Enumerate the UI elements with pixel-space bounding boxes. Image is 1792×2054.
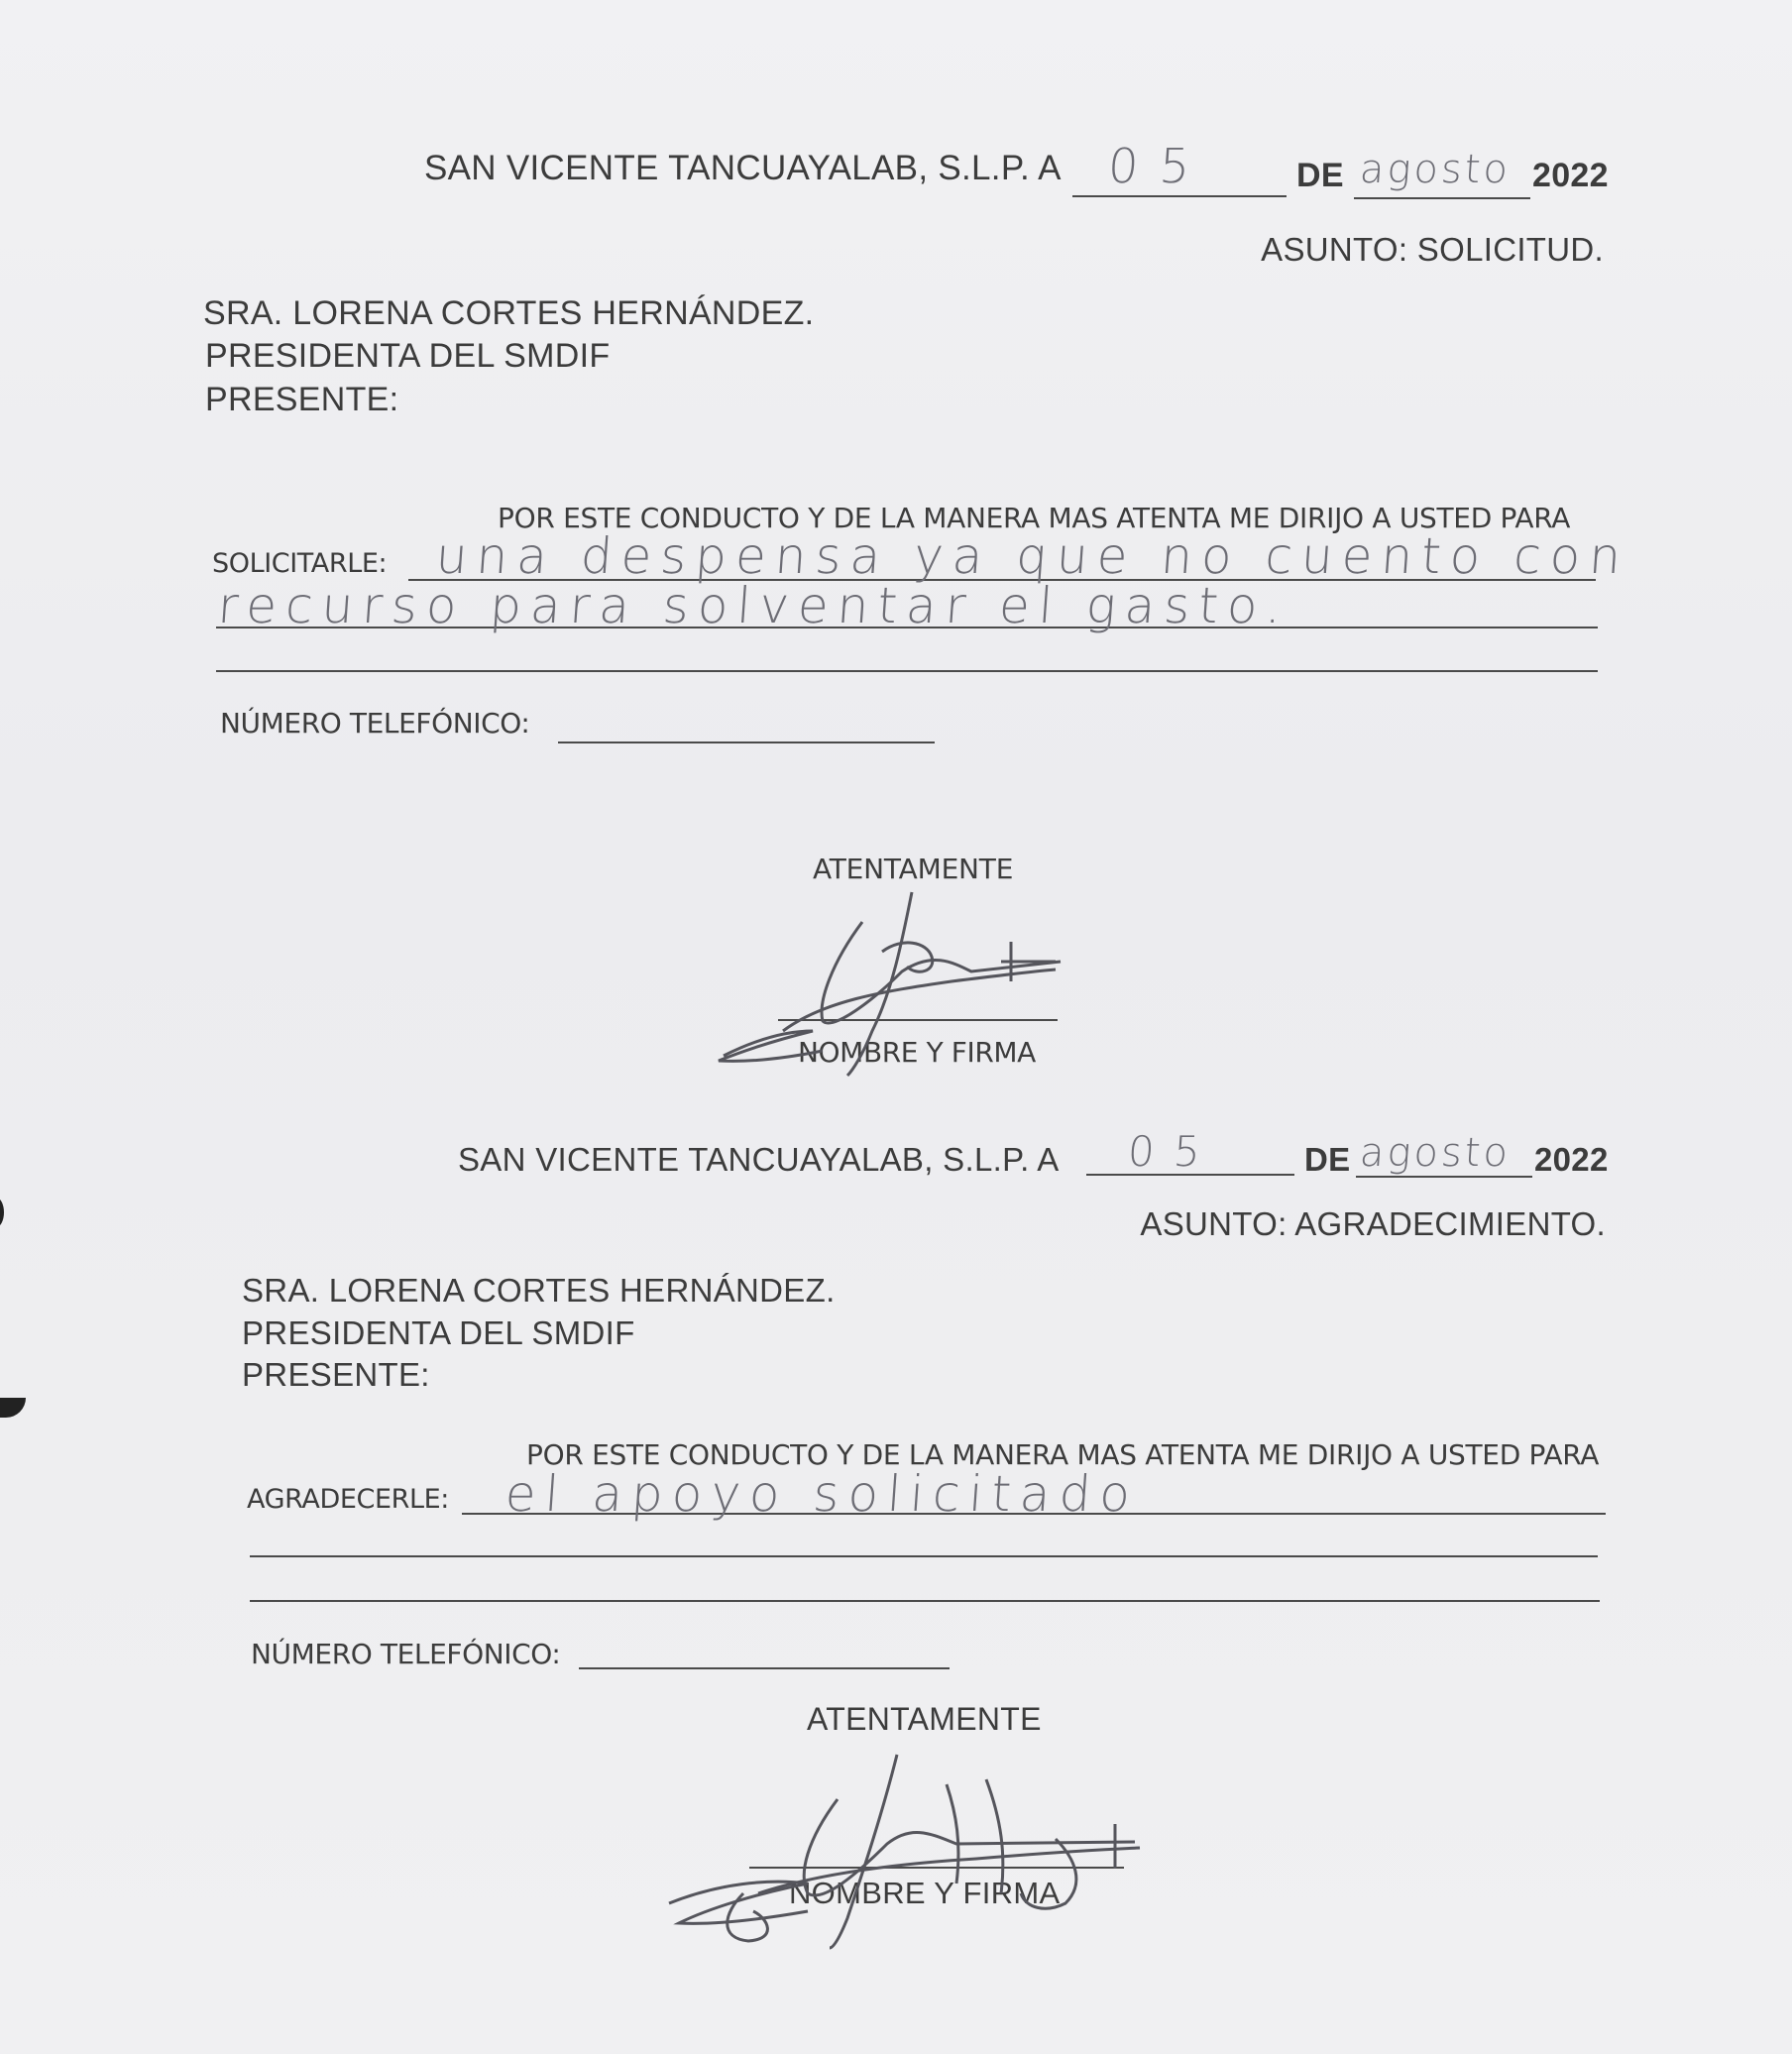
day-underline	[1072, 195, 1287, 197]
asunto: ASUNTO: SOLICITUD.	[1261, 231, 1604, 268]
scan-edge-mark	[0, 1398, 26, 1418]
signature-label: NOMBRE Y FIRMA	[789, 1876, 1061, 1910]
recipient-name: SRA. LORENA CORTES HERNÁNDEZ.	[242, 1272, 836, 1309]
thanks-line-3	[250, 1600, 1600, 1602]
closing: ATENTAMENTE	[813, 853, 1014, 885]
phone-line	[579, 1667, 950, 1669]
asunto: ASUNTO: AGRADECIMIENTO.	[1140, 1205, 1606, 1242]
handwritten-day: 0 5	[1126, 1127, 1205, 1176]
year: 2022	[1532, 157, 1609, 194]
handwritten-month: agosto	[1358, 1130, 1512, 1176]
recipient-presente: PRESENTE:	[242, 1356, 430, 1393]
solicitarle-label: SOLICITARLE:	[212, 548, 388, 579]
month-underline	[1354, 197, 1530, 199]
phone-line	[558, 742, 935, 743]
request-line-3	[216, 670, 1598, 672]
closing: ATENTAMENTE	[807, 1701, 1042, 1737]
phone-label: NÚMERO TELEFÓNICO:	[251, 1638, 561, 1670]
phone-label: NÚMERO TELEFÓNICO:	[220, 707, 530, 740]
year: 2022	[1534, 1141, 1609, 1178]
handwritten-month: agosto	[1358, 147, 1512, 192]
handwritten-day: 0 5	[1106, 139, 1195, 194]
agradecerle-label: AGRADECERLE:	[247, 1484, 449, 1515]
recipient-presente: PRESENTE:	[205, 381, 399, 418]
place-date-label: SAN VICENTE TANCUAYALAB, S.L.P. A	[458, 1141, 1060, 1178]
intro-text: POR ESTE CONDUCTO Y DE LA MANERA MAS ATENTA ME DIRIJO A USTED PARA	[498, 502, 1571, 534]
recipient-name: SRA. LORENA CORTES HERNÁNDEZ.	[203, 294, 815, 332]
handwritten-request-line-2: recurso para solventar el gasto.	[215, 577, 1292, 634]
de-label: DE	[1304, 1141, 1351, 1178]
handwritten-signature	[714, 882, 1070, 1081]
de-label: DE	[1296, 157, 1344, 194]
recipient-title: PRESIDENTA DEL SMDIF	[242, 1314, 635, 1351]
handwritten-signature	[659, 1745, 1155, 1953]
handwritten-thanks-line-1: el apoyo solicitado	[503, 1465, 1141, 1523]
month-underline	[1356, 1176, 1532, 1178]
thanks-line-2	[250, 1555, 1598, 1557]
place-date-label: SAN VICENTE TANCUAYALAB, S.L.P. A	[424, 149, 1062, 187]
signature-label: NOMBRE Y FIRMA	[798, 1036, 1036, 1069]
handwritten-request-line-1: una despensa ya que no cuento con	[433, 527, 1632, 585]
recipient-title: PRESIDENTA DEL SMDIF	[205, 337, 611, 375]
intro-text: POR ESTE CONDUCTO Y DE LA MANERA MAS ATENTA ME DIRIJO A USTED PARA	[526, 1438, 1600, 1471]
scan-edge-mark	[0, 1198, 4, 1227]
